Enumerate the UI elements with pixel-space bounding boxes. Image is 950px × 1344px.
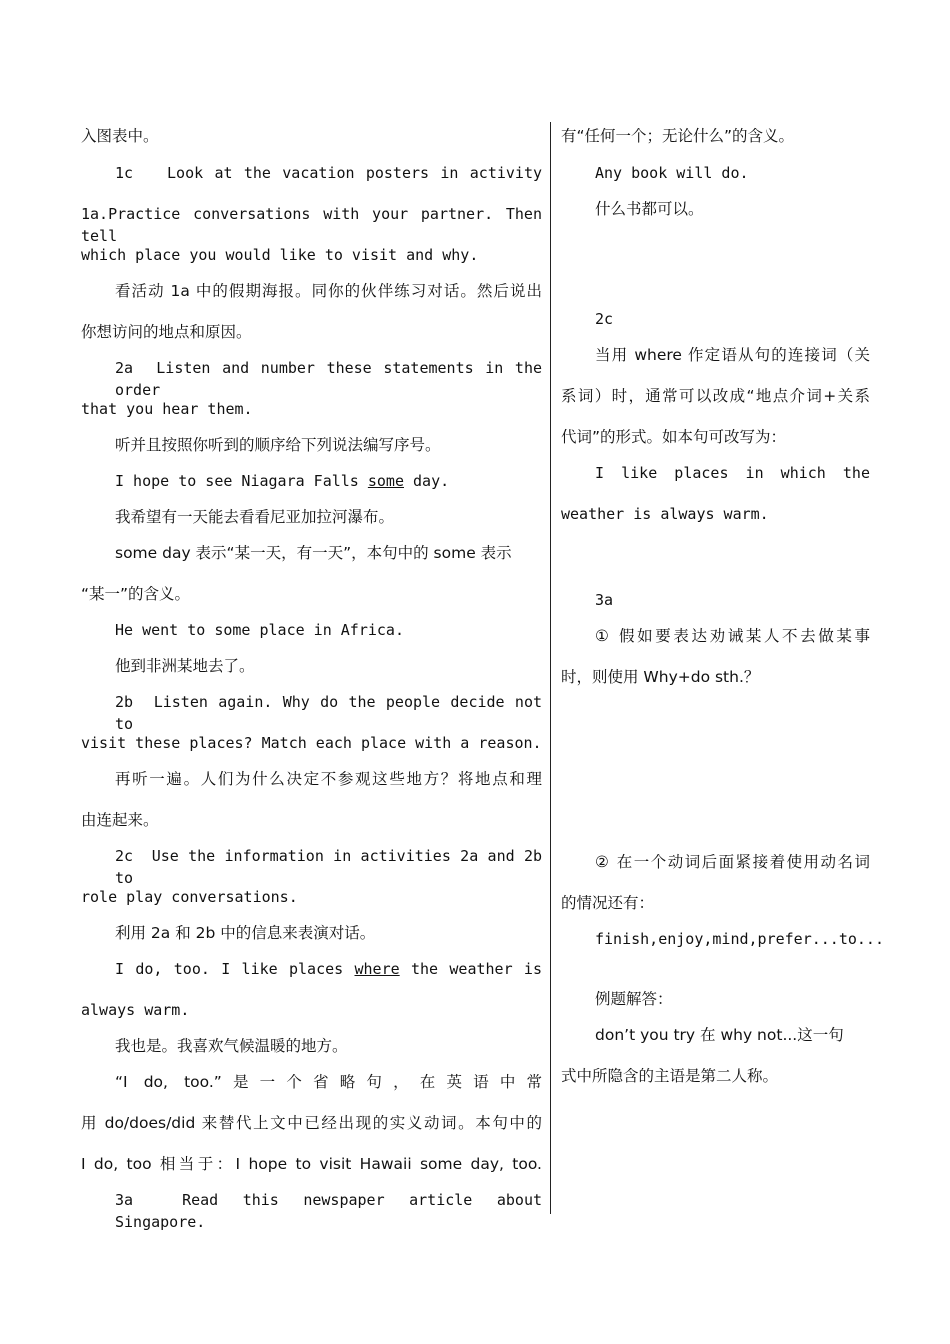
- text-line: 系词）时，通常可以改成“地点介词+关系: [561, 387, 870, 405]
- text-line: 有“任何一个；无论什么”的含义。: [561, 127, 795, 145]
- text-line: 例题解答：: [595, 990, 673, 1008]
- text-line: 时，则使用 Why+do sth.？: [561, 668, 760, 686]
- text-line: “I do, too.”是一个省略句，在英语中常: [115, 1073, 542, 1091]
- text-line: 利用 2a 和 2b 中的信息来表演对话。: [115, 924, 376, 942]
- text-line: 由连起来。: [81, 811, 159, 829]
- text-line: I do, too 相当于：I hope to visit Hawaii some day, too.: [81, 1155, 542, 1173]
- text-line: that you hear them.: [81, 400, 253, 418]
- text-line: 看活动 1a 中的假期海报。同你的伙伴练习对话。然后说出: [115, 282, 542, 300]
- text-line: ② 在一个动词后面紧接着使用动名词: [595, 853, 870, 871]
- text-line: 你想访问的地点和原因。: [81, 323, 252, 341]
- text-line: 2b Listen again. Why do the people decide not to: [115, 693, 543, 733]
- text-line: always warm.: [81, 1001, 190, 1019]
- text-line: ① 假如要表达劝诫某人不去做某事: [595, 627, 870, 645]
- text-line: 1a.Practice conversations with your partner. Then tell: [81, 205, 542, 245]
- text-line: 什么书都可以。: [595, 200, 704, 218]
- text-line: 他到非洲某地去了。: [115, 657, 255, 675]
- text-line: “某一”的含义。: [81, 585, 191, 603]
- text-line: finish,enjoy,mind,prefer...to...: [595, 930, 884, 948]
- text-line: 1c Look at the vacation posters in activity: [115, 164, 543, 182]
- section-label: 2c: [595, 310, 614, 328]
- text-line: 再听一遍。人们为什么决定不参观这些地方？将地点和理: [115, 770, 542, 788]
- text-line: He went to some place in Africa.: [115, 621, 404, 639]
- text-line: don’t you try 在 why not...这一句: [595, 1026, 844, 1044]
- text-line: 当用 where 作定语从句的连接词（关: [595, 346, 870, 364]
- section-label: 3a: [595, 591, 614, 609]
- text-line: I like places in which the: [595, 464, 870, 482]
- text-line: role play conversations.: [81, 888, 298, 906]
- text-line: 用 do/does/did 来替代上文中已经出现的实义动词。本句中的: [81, 1114, 542, 1132]
- text-line: 2a Listen and number these statements in the order: [115, 359, 542, 399]
- text-line: some day 表示“某一天，有一天”，本句中的 some 表示: [115, 544, 512, 562]
- text-line: 入图表中。: [81, 127, 159, 145]
- column-divider: [550, 122, 551, 1214]
- text-line: 的情况还有：: [561, 894, 655, 912]
- text-line: 3a Read this newspaper article about Singapore.: [115, 1191, 542, 1231]
- text-line: Any book will do.: [595, 164, 749, 182]
- text-line: 式中所隐含的主语是第二人称。: [561, 1067, 779, 1085]
- text-line: I hope to see Niagara Falls some day.: [115, 472, 450, 490]
- text-line: 听并且按照你听到的顺序给下列说法编写序号。: [115, 436, 441, 454]
- text-line: 2c Use the information in activities 2a and 2b to: [115, 847, 543, 887]
- text-line: I do, too. I like places where the weather is: [115, 960, 542, 978]
- text-line: which place you would like to visit and why.: [81, 246, 479, 264]
- text-line: visit these places? Match each place with a reason.: [81, 734, 542, 752]
- text-line: 我也是。我喜欢气候温暖的地方。: [115, 1037, 348, 1055]
- text-line: 代词”的形式。如本句可改写为：: [561, 428, 787, 446]
- text-line: weather is always warm.: [561, 505, 769, 523]
- text-line: 我希望有一天能去看看尼亚加拉河瀑布。: [115, 508, 395, 526]
